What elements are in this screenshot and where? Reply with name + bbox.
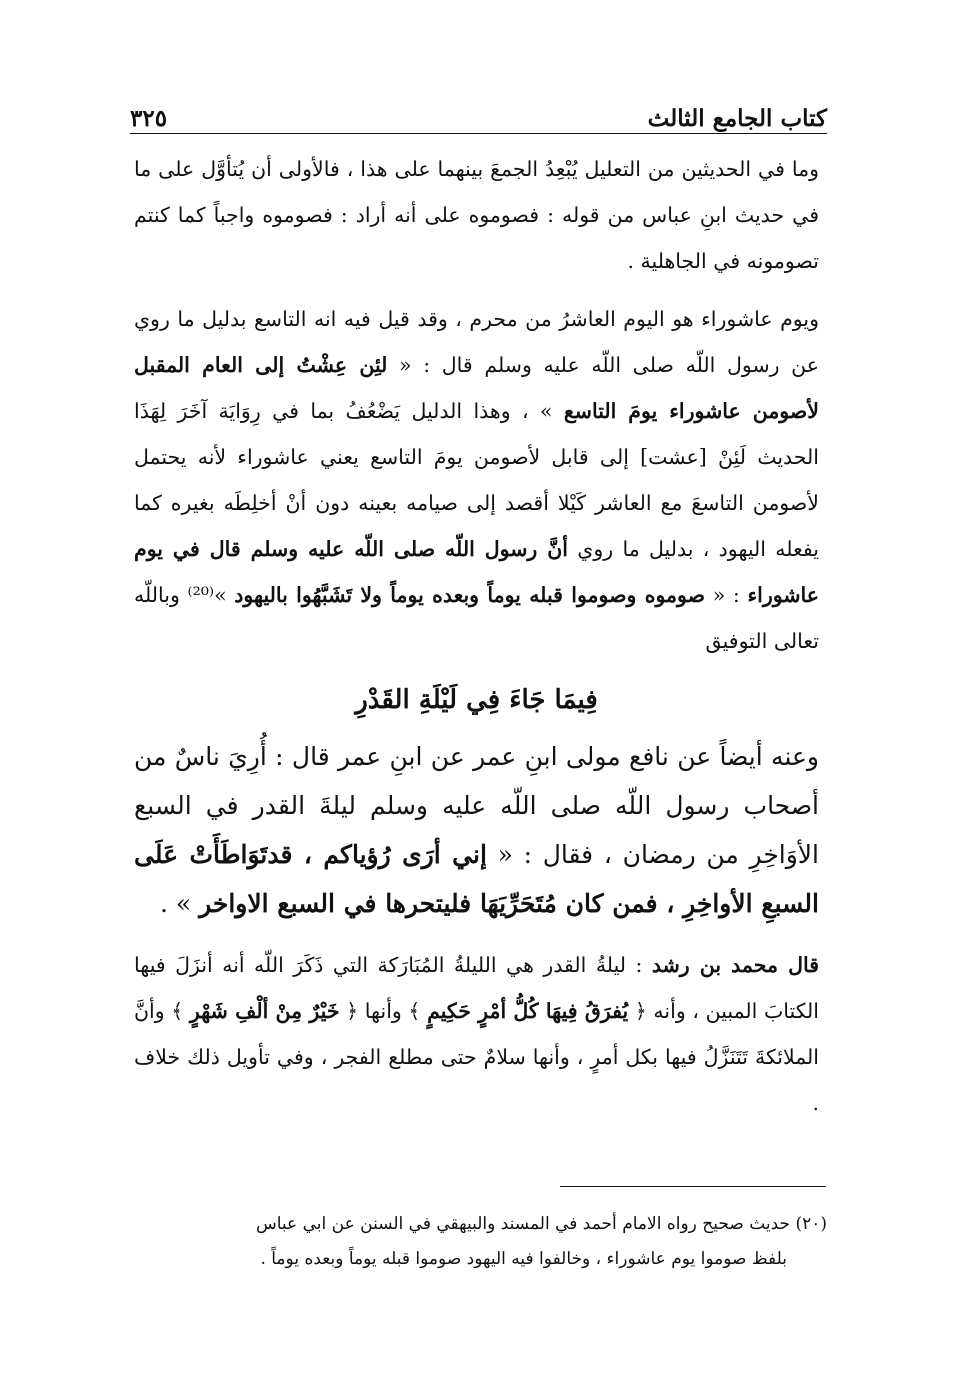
quran-quote-1: يُفرَقُ فِيهَا كُلُّ أمْرٍ حَكِيمٍ (427, 999, 629, 1023)
commentator-name: قال محمد بن رشد (651, 953, 820, 977)
page-number: ٣٢٥ (130, 105, 168, 132)
header-rule (130, 133, 827, 134)
footnote-20-line-2: بلفظ صوموا يوم عاشوراء ، وخالفوا فيه اليهود صوموا قبله يوماً وبعده يوماً . (260, 1249, 787, 1269)
hadith-attribution: أنَّ رسول اللّه صلى اللّه عليه وسلم قال في يوم عاشوراء (134, 537, 820, 607)
paragraph-2-text-e: : « (705, 583, 748, 607)
running-head: كتاب الجامع الثالث (647, 105, 827, 132)
paragraph-3 (134, 732, 819, 928)
paragraph-3-text-a: وعنه أيضاً عن نافع مولى ابنِ عمر عن ابنِ عمر قال : أُرِيَ ناسٌ من أصحاب رسول اللّه صلى اللّه عليه وسلم ليلةَ القدر في السبع الأوَاخِرِ من رمضان ، فقال : « (134, 742, 819, 869)
paragraph-2 (134, 296, 819, 664)
hadith-quote-1: لئِن عِشْتُ إلى العام المقبل لأصومن عاشوراء يومَ التاسع (134, 353, 819, 423)
section-title: فِيمَا جَاءَ فِي لَيْلَةِ القَدْرِ (355, 685, 598, 715)
paragraph-3-text-c: » . (159, 889, 200, 918)
paragraph-4-text-d: ﴾ وأنها ﴿ (339, 999, 428, 1023)
footnotes (134, 1207, 827, 1277)
footnote-20-line-1: (٢٠) حديث صحيح رواه الامام أحمد في المسند والبيهقي في السنن عن ابي عباس (256, 1214, 827, 1234)
hadith-quote-2: صوموه وصوموا قبله يوماً وبعده يوماً ولا تَشَبَّهُوا باليهود (234, 583, 706, 607)
footnote-rule (560, 1186, 826, 1187)
paragraph-2-text-c: » ، وهذا الدليل يَضْعُفُ بما في رِوَايَة آخَرَ لِهَذَا الحديث لَئِنْ [عشت] إلى قابل لأصومن يومَ التاسع يعني عاشوراء لأنه يحتمل لأصومن التاسعَ مع العاشر كَيْلا أقصد إلى صيامه بعينه دون أنْ أخلِطَه بغيره كما يفعله اليهود ، بدليل ما روي (134, 399, 820, 561)
paragraph-4-text-f: ﴾ وأنَّ الملائكةَ تَتَنَزَّلُ فيها بكل أمرٍ ، وأنها سلامٌ حتى مطلع الفجر ، وفي تأويل ذلك خلاف . (134, 999, 819, 1115)
paragraph-4-text-b: : ليلةُ القدر هي الليلةُ المُبَارَكة التي ذَكَرَ اللّه أنه أنزَلَ فيها الكتابَ المبين ، وأنه ﴿ (134, 953, 819, 1023)
paragraph-2-text-a: ويوم عاشوراء هو اليوم العاشرُ من محرم ، وقد قيل فيه انه التاسع بدليل ما روي عن رسول اللّه صلى اللّه عليه وسلم قال : « (134, 307, 819, 377)
main-text (134, 146, 819, 1126)
paragraph-1: وما في الحديثين من التعليل يُبْعِدُ الجمعَ بينهما على هذا ، فالأولى أن يُتأوَّل على ما في حديث ابنِ عباس من قوله : فصوموه على أنه أراد : فصوموه واجباً كما كنتم تصومونه في الجاهلية . (134, 157, 819, 273)
quran-quote-2: خَيْرٌ مِنْ ألْفِ شَهْرٍ (189, 999, 340, 1023)
paragraph-2-text-g: »⁽²⁰⁾ وباللّه تعالى التوفيق (134, 583, 819, 653)
hadith-quote-3: إني أرَى رُؤياكم ، قدتَوَاطَأَتْ عَلَى السبعِ الأواخِرِ ، فمن كان مُتَحَرِّيَهَا فليتحرها في السبع الاواخر (134, 840, 819, 918)
page-header (130, 92, 827, 132)
paragraph-4 (134, 942, 819, 1126)
